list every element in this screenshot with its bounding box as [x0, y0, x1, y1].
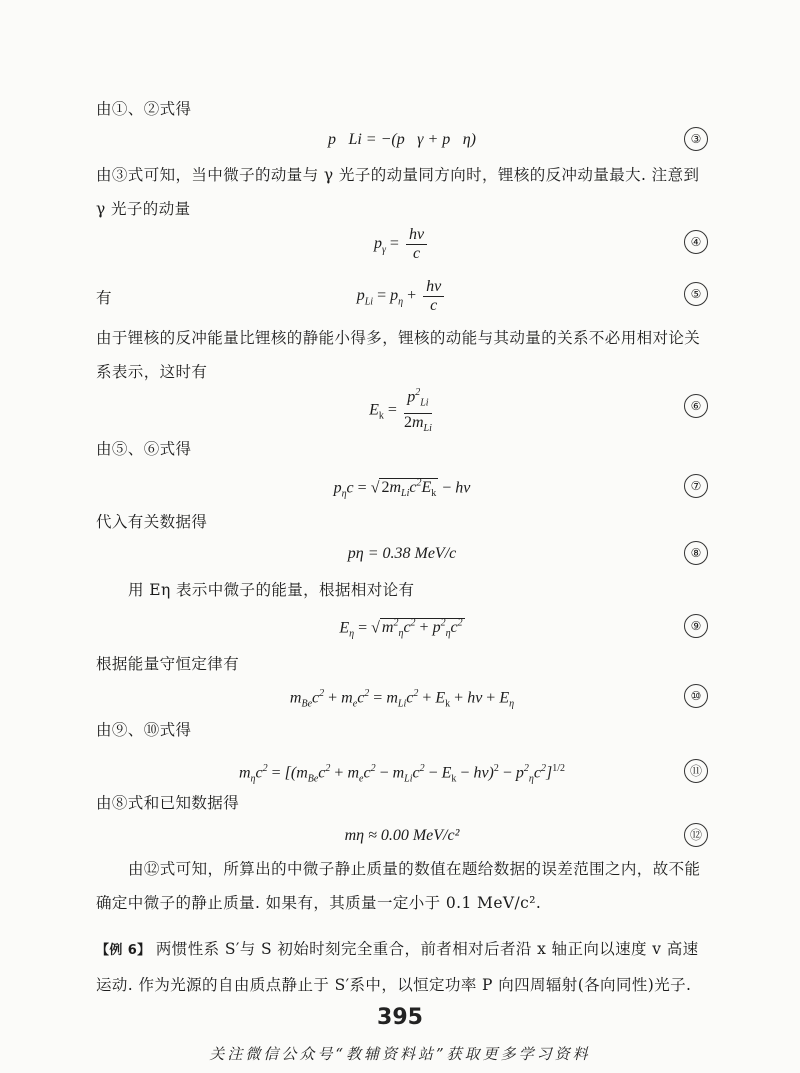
equation-12-math: mη ≈ 0.00 MeV/c² — [344, 827, 460, 844]
text-line-from-9-10: 由⑨、⑩式得 — [96, 721, 192, 739]
equation-6: $E_k$ = $\frac{p^2_{Li}}{2m_{Li}}$ ⑥ — [96, 390, 708, 426]
text-line-intro: 由①、②式得 — [96, 100, 192, 118]
equation-number-12: ⑫ — [684, 823, 708, 847]
equation-number-4: ④ — [684, 230, 708, 254]
example-tag: 【例 6】 — [96, 943, 151, 958]
paragraph-neutrino-energy: 用 Eη 表示中微子的能量，根据相对论有 — [128, 581, 415, 599]
equation-number-8: ⑧ — [684, 541, 708, 565]
equation-12 — [96, 819, 708, 855]
equation-number-5: ⑤ — [684, 282, 708, 306]
equation-number-9: ⑨ — [684, 614, 708, 638]
equation-10: $m_{Be}c^2 + m_ec^2 = m_{Li}c^2 + E_k + h\nu + E_\eta$ ⑩ — [96, 680, 708, 716]
equation-9: $E_\eta$ = √ $m^2_\eta c^2 + p^2_\eta c^2$ ⑨ — [96, 610, 708, 646]
equation-7: $p_\eta c$ = √ $2m_{Li}c^2E_k - h\nu$ ⑦ — [96, 470, 708, 506]
paragraph-conclusion: 由⑫式可知，所算出的中微子静止质量的数值在题给数据的误差范围之内，故不能确定中微子的静止质量. 如果有，其质量一定小于 0.1 MeV/c². — [96, 860, 701, 912]
text-line-from-8: 由⑧式和已知数据得 — [96, 794, 240, 812]
equation-number-6: ⑥ — [684, 394, 708, 418]
equation-4: $p_\gamma$ = $\frac{h\nu}{c}$ ④ — [96, 226, 708, 262]
equation-3 — [96, 123, 708, 159]
page-number: 395 — [377, 1005, 423, 1030]
paragraph-momentum: 由③式可知，当中微子的动量与 γ 光子的动量同方向时，锂核的反冲动量最大. 注意到 γ 光子的动量 — [96, 166, 700, 218]
equation-5: 有 $p_{Li} = p_\eta$ + $\frac{h\nu}{c}$ ⑤ — [96, 278, 708, 314]
equation-8 — [96, 537, 708, 573]
equation-8-math: pη = 0.38 MeV/c — [347, 545, 457, 562]
paragraph-example-6 — [96, 932, 708, 1002]
text-line-substitute: 代入有关数据得 — [96, 513, 208, 531]
equation-number-7: ⑦ — [684, 474, 708, 498]
equation-number-10: ⑩ — [684, 684, 708, 708]
paragraph-recoil: 由于锂核的反冲能量比锂核的静能小得多，锂核的动能与其动量的关系不必用相对论关系表示，这时有 — [96, 329, 701, 381]
text-line-energy-conservation: 根据能量守恒定律有 — [96, 655, 240, 673]
footer-note: 关注微信公众号“教辅资料站”获取更多学习资料 — [209, 1045, 591, 1063]
equation-number-11: ⑪ — [684, 759, 708, 783]
example-text: 两惯性系 S′与 S 初始时刻完全重合，前者相对后者沿 x 轴正向以速度 v 高速运动. 作为光源的自由质点静止于 S′系中，以恒定功率 P 向四周辐射(各向同性)光子. — [96, 940, 699, 994]
equation-11: $m_\eta c^2 = [(m_{Be}c^2 + m_ec^2 - m_{Li}c^2 - E_k - h\nu)^2 - p^2_\eta c^2]^{1/2}$ ⑪ — [96, 755, 708, 791]
text-you: 有 — [96, 289, 112, 307]
equation-3-math: p⃗Li = −(p⃗γ + p⃗η) — [328, 131, 476, 148]
text-line-from-5-6: 由⑤、⑥式得 — [96, 440, 192, 458]
equation-number-3: ③ — [684, 127, 708, 151]
